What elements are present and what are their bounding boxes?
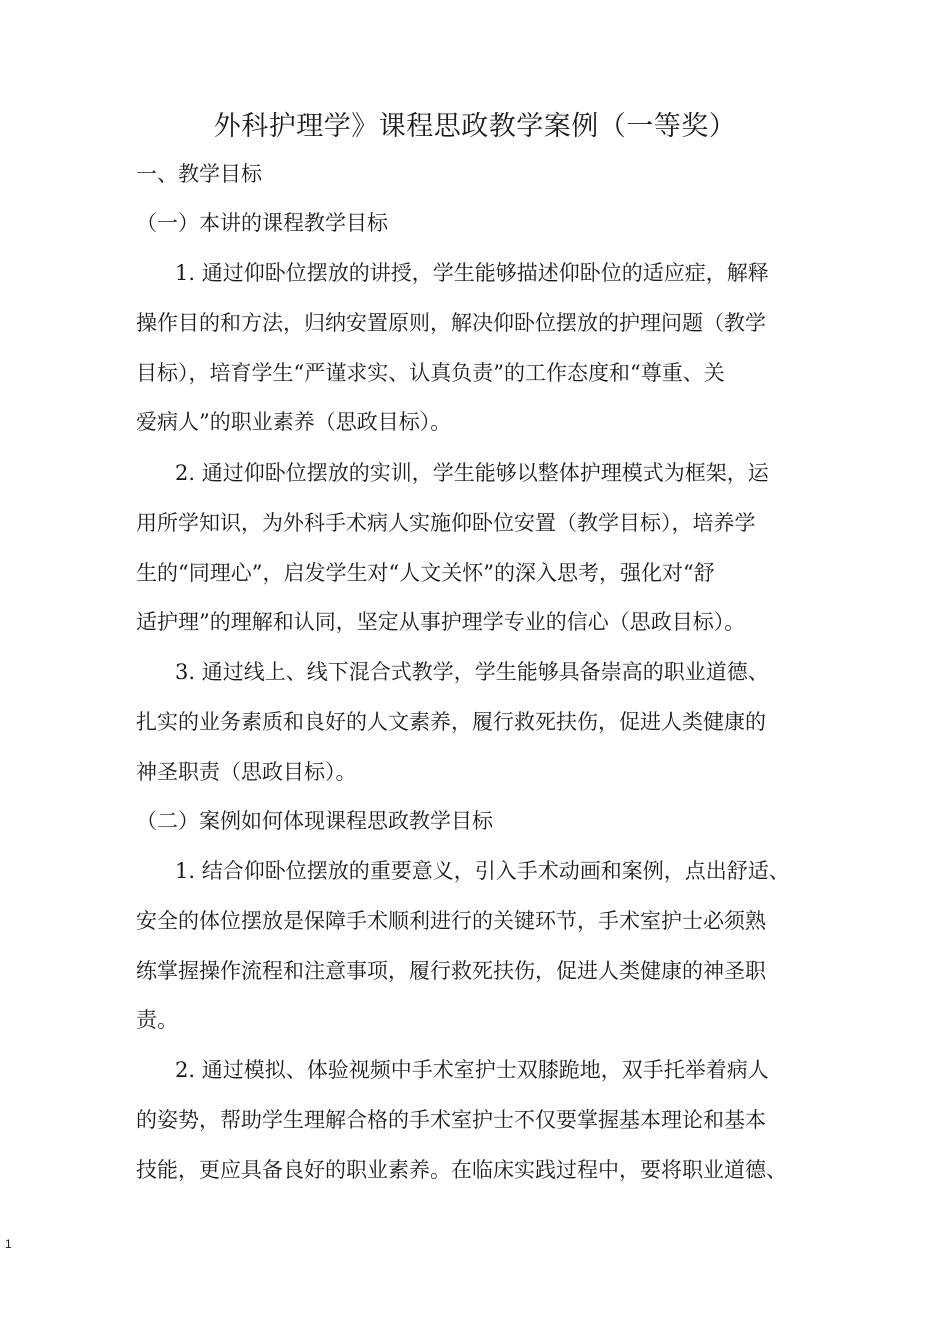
paragraph-line: 神圣职责（思政目标）。 <box>136 760 357 784</box>
document-title: 外科护理学》课程思政教学案例（一等奖） <box>213 111 737 142</box>
paragraph-line: 生的“同理心”，启发学生对“人文关怀”的深入思考，强化对“舒 <box>136 561 715 585</box>
subsection-heading-case-goals: （二）案例如何体现课程思政教学目标 <box>136 809 493 833</box>
paragraph-line: 1. 通过仰卧位摆放的讲授，学生能够描述仰卧位的适应症，解释 <box>175 261 769 285</box>
paragraph-line: 2. 通过仰卧位摆放的实训，学生能够以整体护理模式为框架，运 <box>175 461 769 485</box>
paragraph-line: 扎实的业务素质和良好的人文素养，履行救死扶伤，促进人类健康的 <box>136 710 766 734</box>
paragraph-line: 安全的体位摆放是保障手术顺利进行的关键环节，手术室护士必须熟 <box>136 909 766 933</box>
paragraph-line: 练掌握操作流程和注意事项，履行救死扶伤，促进人类健康的神圣职 <box>136 959 766 983</box>
paragraph-line: 3. 通过线上、线下混合式教学，学生能够具备崇高的职业道德、 <box>175 660 769 684</box>
paragraph-line: 2. 通过模拟、体验视频中手术室护士双膝跪地，双手托举着病人 <box>175 1058 769 1082</box>
section-heading-teaching-goals: 一、教学目标 <box>136 162 262 186</box>
paragraph-line: 用所学知识，为外科手术病人实施仰卧位安置（教学目标），培养学 <box>136 511 756 535</box>
paragraph-line: 爱病人”的职业素养（思政目标）。 <box>136 410 452 434</box>
paragraph-line: 责。 <box>136 1008 178 1032</box>
paragraph-line: 技能，更应具备良好的职业素养。在临床实践过程中，要将职业道德、 <box>136 1158 787 1182</box>
paragraph-line: 1. 结合仰卧位摆放的重要意义，引入手术动画和案例，点出舒适、 <box>175 859 790 883</box>
paragraph-line: 目标），培育学生“严谨求实、认真负责”的工作态度和“尊重、关 <box>136 361 725 385</box>
paragraph-line: 的姿势，帮助学生理解合格的手术室护士不仅要掌握基本理论和基本 <box>136 1108 766 1132</box>
paragraph-line: 操作目的和方法，归纳安置原则，解决仰卧位摆放的护理问题（教学 <box>136 311 766 335</box>
subsection-heading-course-goals: （一）本讲的课程教学目标 <box>136 211 388 235</box>
page-number: 1 <box>5 1237 12 1251</box>
paragraph-line: 适护理”的理解和认同，坚定从事护理学专业的信心（思政目标）。 <box>136 610 746 634</box>
